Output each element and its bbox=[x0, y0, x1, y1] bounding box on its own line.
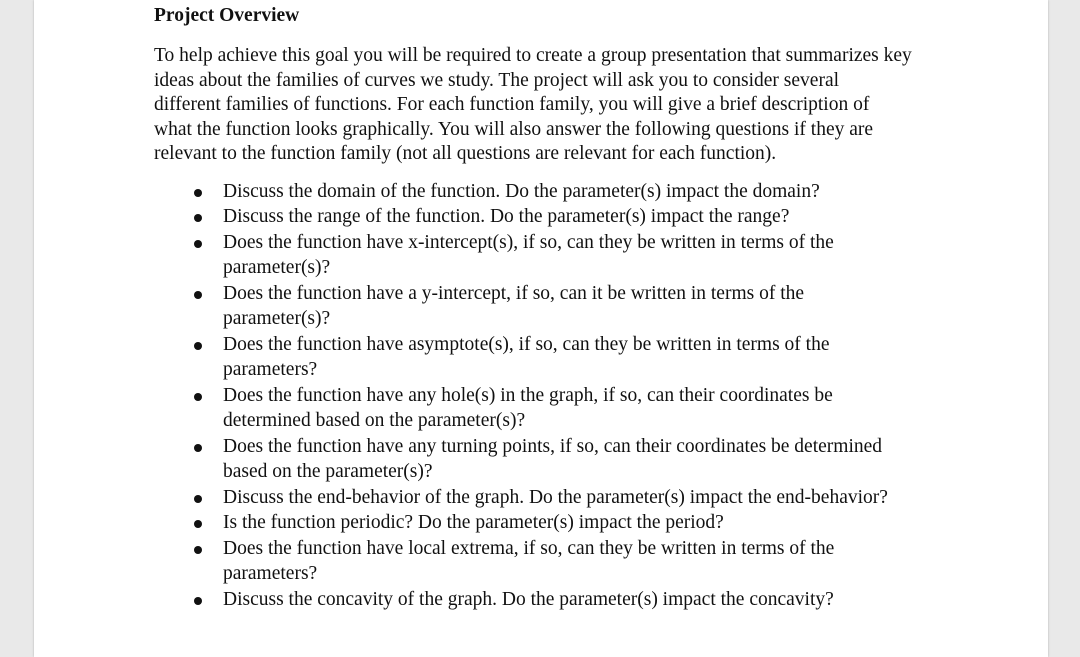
bullet-icon bbox=[194, 240, 202, 248]
question-item bbox=[154, 383, 944, 434]
bullet-icon bbox=[194, 214, 202, 222]
question-item bbox=[154, 179, 944, 205]
question-text-line: parameter(s)? bbox=[223, 257, 331, 278]
question-text-line: Does the function have a y-intercept, if so, can it be written in terms of the bbox=[223, 282, 805, 304]
bullet-icon bbox=[194, 291, 202, 299]
section-title: Project Overview bbox=[154, 5, 300, 26]
bullet-icon bbox=[194, 393, 202, 401]
document-content bbox=[154, 4, 944, 612]
bullet-icon bbox=[194, 444, 202, 452]
intro-paragraph bbox=[154, 44, 944, 167]
intro-line: To help achieve this goal you will be required to create a group presentation that summarizes key bbox=[154, 45, 912, 66]
question-item bbox=[154, 434, 944, 485]
question-text-line: Discuss the concavity of the graph. Do the parameter(s) impact the concavity? bbox=[223, 588, 834, 610]
bullet-icon bbox=[194, 520, 202, 528]
question-text-line: determined based on the parameter(s)? bbox=[223, 410, 526, 431]
question-text-line: Does the function have x-intercept(s), if so, can they be written in terms of the bbox=[223, 231, 834, 253]
bullet-icon bbox=[194, 495, 202, 503]
question-item bbox=[154, 587, 944, 613]
question-item bbox=[154, 536, 944, 587]
question-text-line: Does the function have asymptote(s), if so, can they be written in terms of the bbox=[223, 333, 830, 355]
question-list bbox=[154, 179, 944, 613]
question-text-line: Does the function have any turning points, if so, can their coordinates be determined bbox=[223, 435, 883, 457]
document-page bbox=[34, 0, 1048, 657]
question-text-line: based on the parameter(s)? bbox=[223, 461, 433, 482]
question-item bbox=[154, 281, 944, 332]
question-item bbox=[154, 230, 944, 281]
intro-line: relevant to the function family (not all questions are relevant for each function). bbox=[154, 143, 777, 164]
bullet-icon bbox=[194, 342, 202, 350]
question-text-line: Discuss the domain of the function. Do the parameter(s) impact the domain? bbox=[223, 180, 820, 202]
question-text-line: Does the function have local extrema, if so, can they be written in terms of the bbox=[223, 537, 835, 559]
question-item bbox=[154, 332, 944, 383]
question-text-line: parameter(s)? bbox=[223, 308, 331, 329]
question-text-line: parameters? bbox=[223, 359, 318, 380]
question-text-line: parameters? bbox=[223, 563, 318, 584]
bullet-icon bbox=[194, 546, 202, 554]
question-item bbox=[154, 485, 944, 511]
intro-line: different families of functions. For each function family, you will give a brief description of bbox=[154, 94, 870, 115]
question-item bbox=[154, 204, 944, 230]
intro-line: ideas about the families of curves we study. The project will ask you to consider several bbox=[154, 69, 840, 91]
intro-line: what the function looks graphically. You will also answer the following questions if they are bbox=[154, 118, 874, 140]
question-item bbox=[154, 510, 944, 536]
bullet-icon bbox=[194, 189, 202, 197]
question-text-line: Is the function periodic? Do the parameter(s) impact the period? bbox=[223, 512, 724, 533]
bullet-icon bbox=[194, 597, 202, 605]
question-text-line: Discuss the range of the function. Do the parameter(s) impact the range? bbox=[223, 206, 790, 227]
question-text-line: Does the function have any hole(s) in the graph, if so, can their coordinates be bbox=[223, 384, 833, 406]
question-text-line: Discuss the end-behavior of the graph. Do the parameter(s) impact the end-behavior? bbox=[223, 486, 888, 508]
